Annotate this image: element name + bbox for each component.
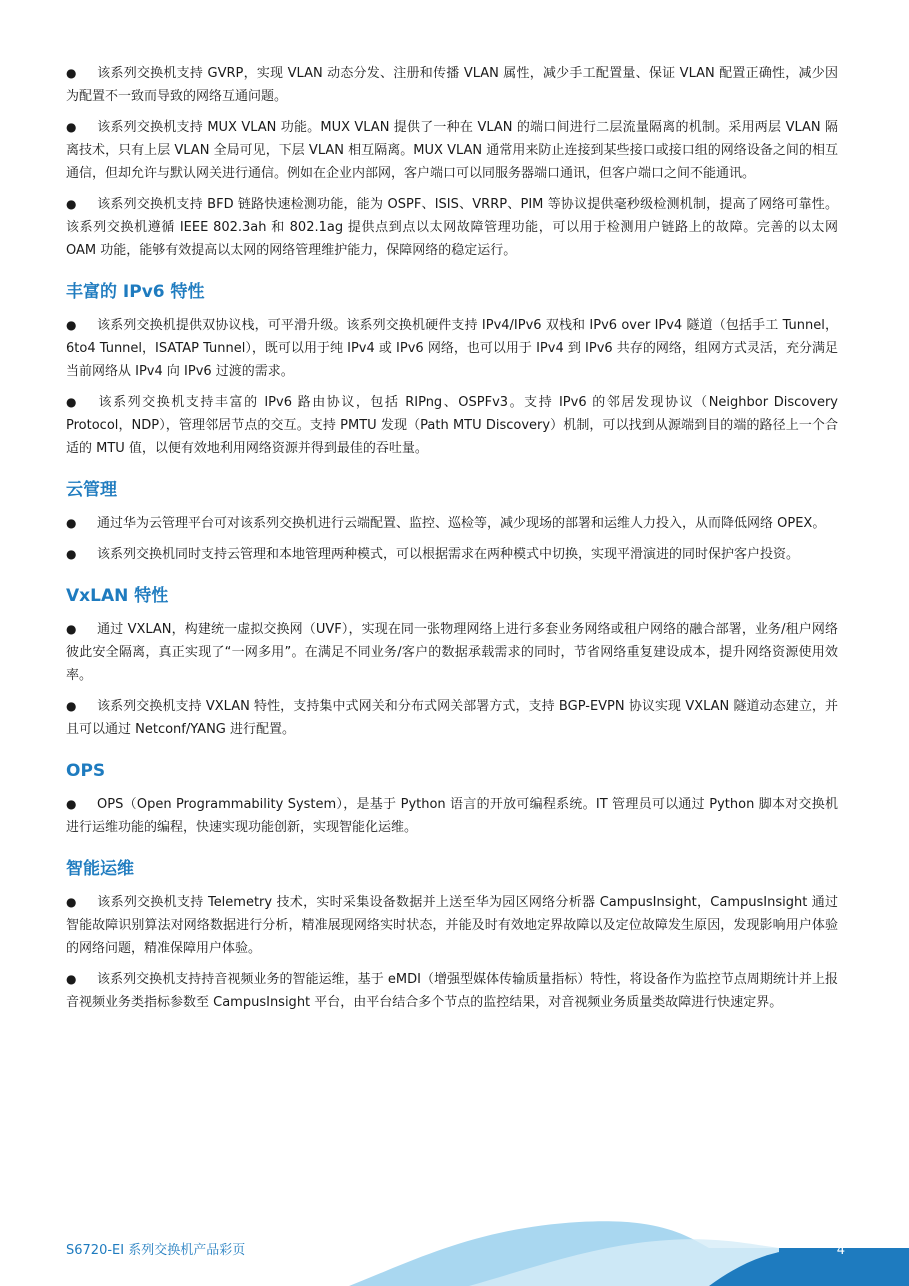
bullet-icon: ● <box>66 120 77 134</box>
bullet-bfd: ● 该系列交换机支持 BFD 链路快速检测功能，能为 OSPF、ISIS、VRRP、PIM 等协议提供毫秒级检测机制，提高了网络可靠性。该系列交换机遵循 IEEE 802.3ah 和 802.1ag 提供点到点以太网故障管理功能，可以用于检测用户链路上的故障。完善的以太网 OAM 功能，能够有效提高以太网的网络管理维护能力，保障网络的稳定运行。 <box>66 193 838 262</box>
bullet-gvrp: ● 该系列交换机支持 GVRP，实现 VLAN 动态分发、注册和传播 VLAN 属性，减少手工配置量、保证 VLAN 配置正确性，减少因为配置不一致而导致的网络互通问题。 <box>66 62 838 108</box>
bullet-icon: ● <box>66 547 77 561</box>
bullet-mux-vlan: ● 该系列交换机支持 MUX VLAN 功能。MUX VLAN 提供了一种在 VLAN 的端口间进行二层流量隔离的机制。采用两层 VLAN 隔离技术，只有上层 VLAN 全局可见，下层 VLAN 相互隔离。MUX VLAN 通常用来防止连接到某些接口或接口组的网络设备之间的相互通信，但却允许与默认网关进行通信。例如在企业内部网，客户端口可以同服务器端口通讯，但客户端口之间不能通讯。 <box>66 116 838 185</box>
section-title-ipv6: 丰富的 IPv6 特性 <box>66 282 205 302</box>
section-title-ops: OPS <box>66 761 106 781</box>
footer-doc-title: S6720-EI 系列交换机产品彩页 <box>66 1243 246 1258</box>
cloud-section <box>66 478 838 566</box>
page-content <box>66 62 838 1032</box>
bullet-icon: ● <box>66 622 77 636</box>
bullet-aiops-telemetry: ● 该系列交换机支持 Telemetry 技术，实时采集设备数据并上送至华为园区网络分析器 CampusInsight，CampusInsight 通过智能故障识别算法对网络数据进行分析，精准展现网络实时状态，并能及时有效地定界故障以及定位故障发生原因，发现影响用户体验的网络问题，精准保障用户体验。 <box>66 891 838 960</box>
bullet-cloud-modes: ● 该系列交换机同时支持云管理和本地管理两种模式，可以根据需求在两种模式中切换，实现平滑演进的同时保护客户投资。 <box>66 543 838 566</box>
bullet-ipv6-dual-stack: ● 该系列交换机提供双协议栈，可平滑升级。该系列交换机硬件支持 IPv4/IPv6 双栈和 IPv6 over IPv4 隧道（包括手工 Tunnel，6to4 Tunnel，ISATAP Tunnel），既可以用于纯 IPv4 或 IPv6 网络，也可以用于 IPv4 到 IPv6 共存的网络，组网方式灵活，充分满足当前网络从 IPv4 向 IPv6 过渡的需求。 <box>66 314 838 383</box>
bullet-icon: ● <box>66 797 77 811</box>
bullet-icon: ● <box>66 318 77 332</box>
bullet-icon: ● <box>66 66 77 80</box>
footer-page-number: 4 <box>836 1243 845 1258</box>
bullet-ipv6-routing: ● 该系列交换机支持丰富的 IPv6 路由协议，包括 RIPng、OSPFv3。支持 IPv6 的邻居发现协议（Neighbor Discovery Protocol，NDP），管理邻居节点的交互。支持 PMTU 发现（Path MTU Discovery）机制，可以找到从源端到目的端的路径上一个合适的 MTU 值，以便有效地利用网络资源并得到最佳的吞吐量。 <box>66 391 838 460</box>
ops-section <box>66 759 838 839</box>
bullet-icon: ● <box>66 516 77 530</box>
aiops-section <box>66 857 838 1014</box>
intro-section <box>66 62 838 262</box>
bullet-vxlan-uvf: ● 通过 VXLAN，构建统一虚拟交换网（UVF），实现在同一张物理网络上进行多套业务网络或租户网络的融合部署，业务/租户网络彼此安全隔离，真正实现了“一网多用”。在满足不同业务/客户的数据承载需求的同时，节省网络重复建设成本，提升网络资源使用效率。 <box>66 618 838 687</box>
section-title-cloud: 云管理 <box>66 480 117 500</box>
bullet-vxlan-gateway: ● 该系列交换机支持 VXLAN 特性，支持集中式网关和分布式网关部署方式，支持 BGP-EVPN 协议实现 VXLAN 隧道动态建立，并且可以通过 Netconf/YANG 进行配置。 <box>66 695 838 741</box>
section-title-aiops: 智能运维 <box>66 859 134 879</box>
bullet-ops: ● OPS（Open Programmability System），是基于 Python 语言的开放可编程系统。IT 管理员可以通过 Python 脚本对交换机进行运维功能的编程，快速实现功能创新，实现智能化运维。 <box>66 793 838 839</box>
footer-wave-decoration <box>349 1218 909 1286</box>
bullet-cloud-platform: ● 通过华为云管理平台可对该系列交换机进行云端配置、监控、巡检等，减少现场的部署和运维人力投入，从而降低网络 OPEX。 <box>66 512 838 535</box>
ipv6-section <box>66 280 838 460</box>
bullet-icon: ● <box>66 972 77 986</box>
bullet-icon: ● <box>66 699 77 713</box>
bullet-icon: ● <box>66 395 77 409</box>
section-title-vxlan: VxLAN 特性 <box>66 586 169 606</box>
bullet-icon: ● <box>66 895 77 909</box>
bullet-icon: ● <box>66 197 77 211</box>
page-footer <box>0 1218 909 1286</box>
vxlan-section <box>66 584 838 741</box>
bullet-aiops-emdi: ● 该系列交换机支持持音视频业务的智能运维，基于 eMDI（增强型媒体传输质量指标）特性，将设备作为监控节点周期统计并上报音视频业务类指标参数至 CampusInsight 平台，由平台结合多个节点的监控结果，对音视频业务质量类故障进行快速定界。 <box>66 968 838 1014</box>
